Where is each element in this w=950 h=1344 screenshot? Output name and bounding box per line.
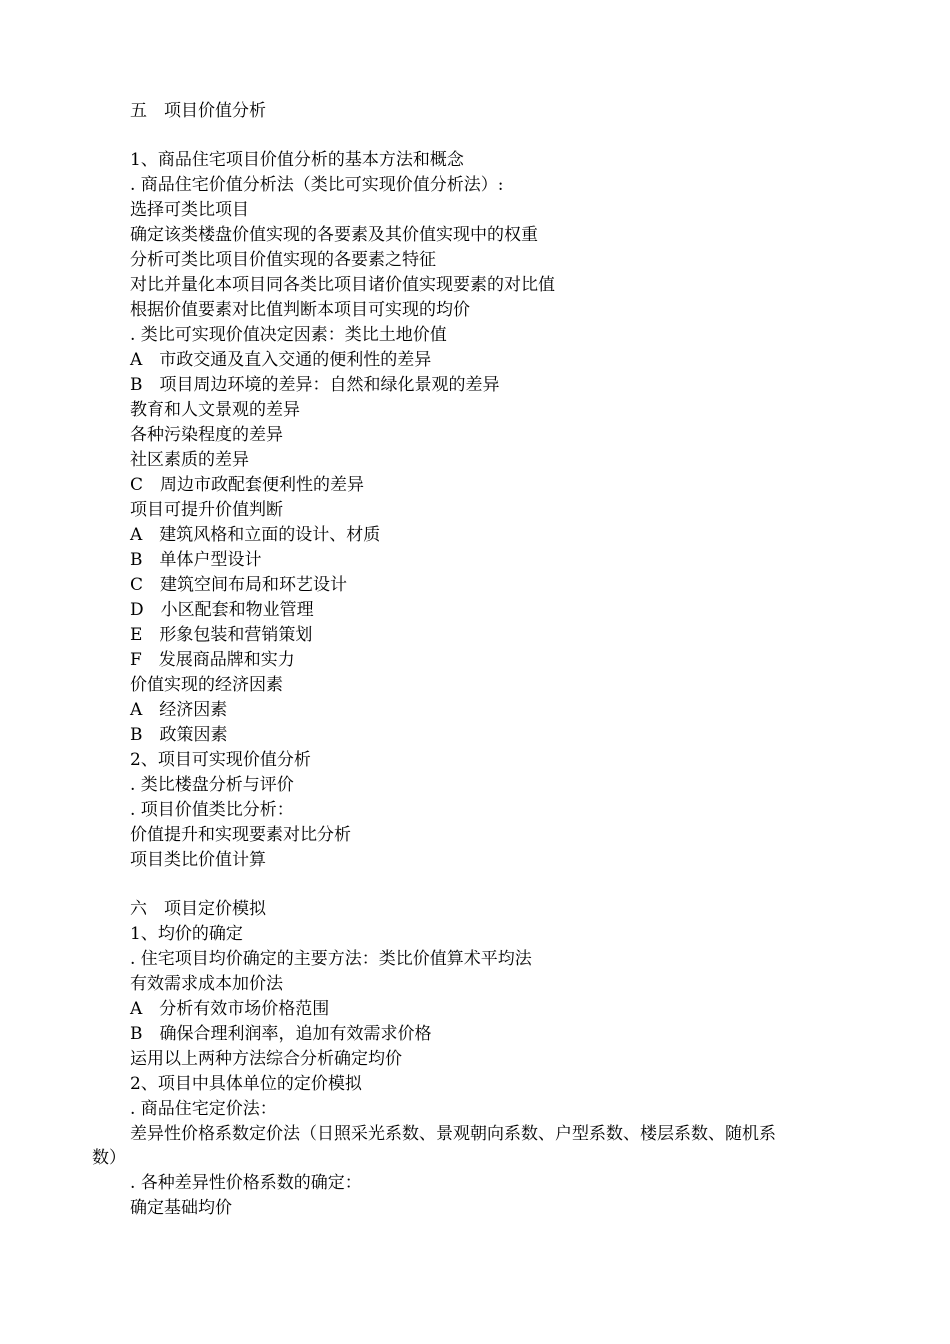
- text-line: . 商品住宅价值分析法（类比可实现价值分析法）:: [130, 175, 504, 195]
- section-heading-6: 六 项目定价模拟: [130, 899, 266, 919]
- text-line: 确定该类楼盘价值实现的各要素及其价值实现中的权重: [130, 225, 538, 245]
- text-line: 各种污染程度的差异: [130, 425, 283, 445]
- text-line-continuation: 数）: [92, 1148, 126, 1168]
- text-line: B 单体户型设计: [130, 550, 262, 570]
- text-line: B 确保合理利润率，追加有效需求价格: [130, 1024, 432, 1044]
- text-line-wrapped: 差异性价格系数定价法（日照采光系数、景观朝向系数、户型系数、楼层系数、随机系: [130, 1124, 776, 1144]
- text-line: A 分析有效市场价格范围: [130, 999, 330, 1019]
- text-line: 教育和人文景观的差异: [130, 400, 300, 420]
- text-line: 2、项目中具体单位的定价模拟: [130, 1074, 362, 1094]
- text-line: 2、项目可实现价值分析: [130, 750, 311, 770]
- text-line: 根据价值要素对比值判断本项目可实现的均价: [130, 300, 470, 320]
- text-line: 价值实现的经济因素: [130, 675, 283, 695]
- text-line: 有效需求成本加价法: [130, 974, 283, 994]
- text-line: 运用以上两种方法综合分析确定均价: [130, 1049, 402, 1069]
- text-line: A 市政交通及直入交通的便利性的差异: [130, 350, 432, 370]
- text-line: . 类比楼盘分析与评价: [130, 775, 294, 795]
- text-line: 对比并量化本项目同各类比项目诸价值实现要素的对比值: [130, 275, 555, 295]
- text-line: B 政策因素: [130, 725, 228, 745]
- text-line: A 建筑风格和立面的设计、材质: [130, 525, 381, 545]
- text-line: 1、均价的确定: [130, 924, 243, 944]
- text-line: 价值提升和实现要素对比分析: [130, 825, 351, 845]
- text-line: E 形象包装和营销策划: [130, 625, 313, 645]
- text-line: . 商品住宅定价法：: [130, 1099, 277, 1119]
- text-line: 分析可类比项目价值实现的各要素之特征: [130, 250, 436, 270]
- text-line: . 项目价值类比分析：: [130, 800, 294, 820]
- text-line: C 建筑空间布局和环艺设计: [130, 575, 348, 595]
- text-line: 社区素质的差异: [130, 450, 249, 470]
- section-heading-5: 五 项目价值分析: [130, 101, 266, 121]
- text-line: B 项目周边环境的差异：自然和绿化景观的差异: [130, 375, 500, 395]
- text-line: 选择可类比项目: [130, 200, 249, 220]
- text-line: . 类比可实现价值决定因素：类比土地价值: [130, 325, 447, 345]
- text-line: 1、商品住宅项目价值分析的基本方法和概念: [130, 150, 464, 170]
- text-line: 确定基础均价: [130, 1198, 232, 1218]
- text-line: D 小区配套和物业管理: [130, 600, 314, 620]
- text-line: 项目类比价值计算: [130, 850, 266, 870]
- text-line: F 发展商品牌和实力: [130, 650, 295, 670]
- text-line: A 经济因素: [130, 700, 228, 720]
- text-line: . 住宅项目均价确定的主要方法：类比价值算术平均法: [130, 949, 532, 969]
- text-line: C 周边市政配套便利性的差异: [130, 475, 365, 495]
- text-line: . 各种差异性价格系数的确定：: [130, 1173, 362, 1193]
- text-line: 项目可提升价值判断: [130, 500, 283, 520]
